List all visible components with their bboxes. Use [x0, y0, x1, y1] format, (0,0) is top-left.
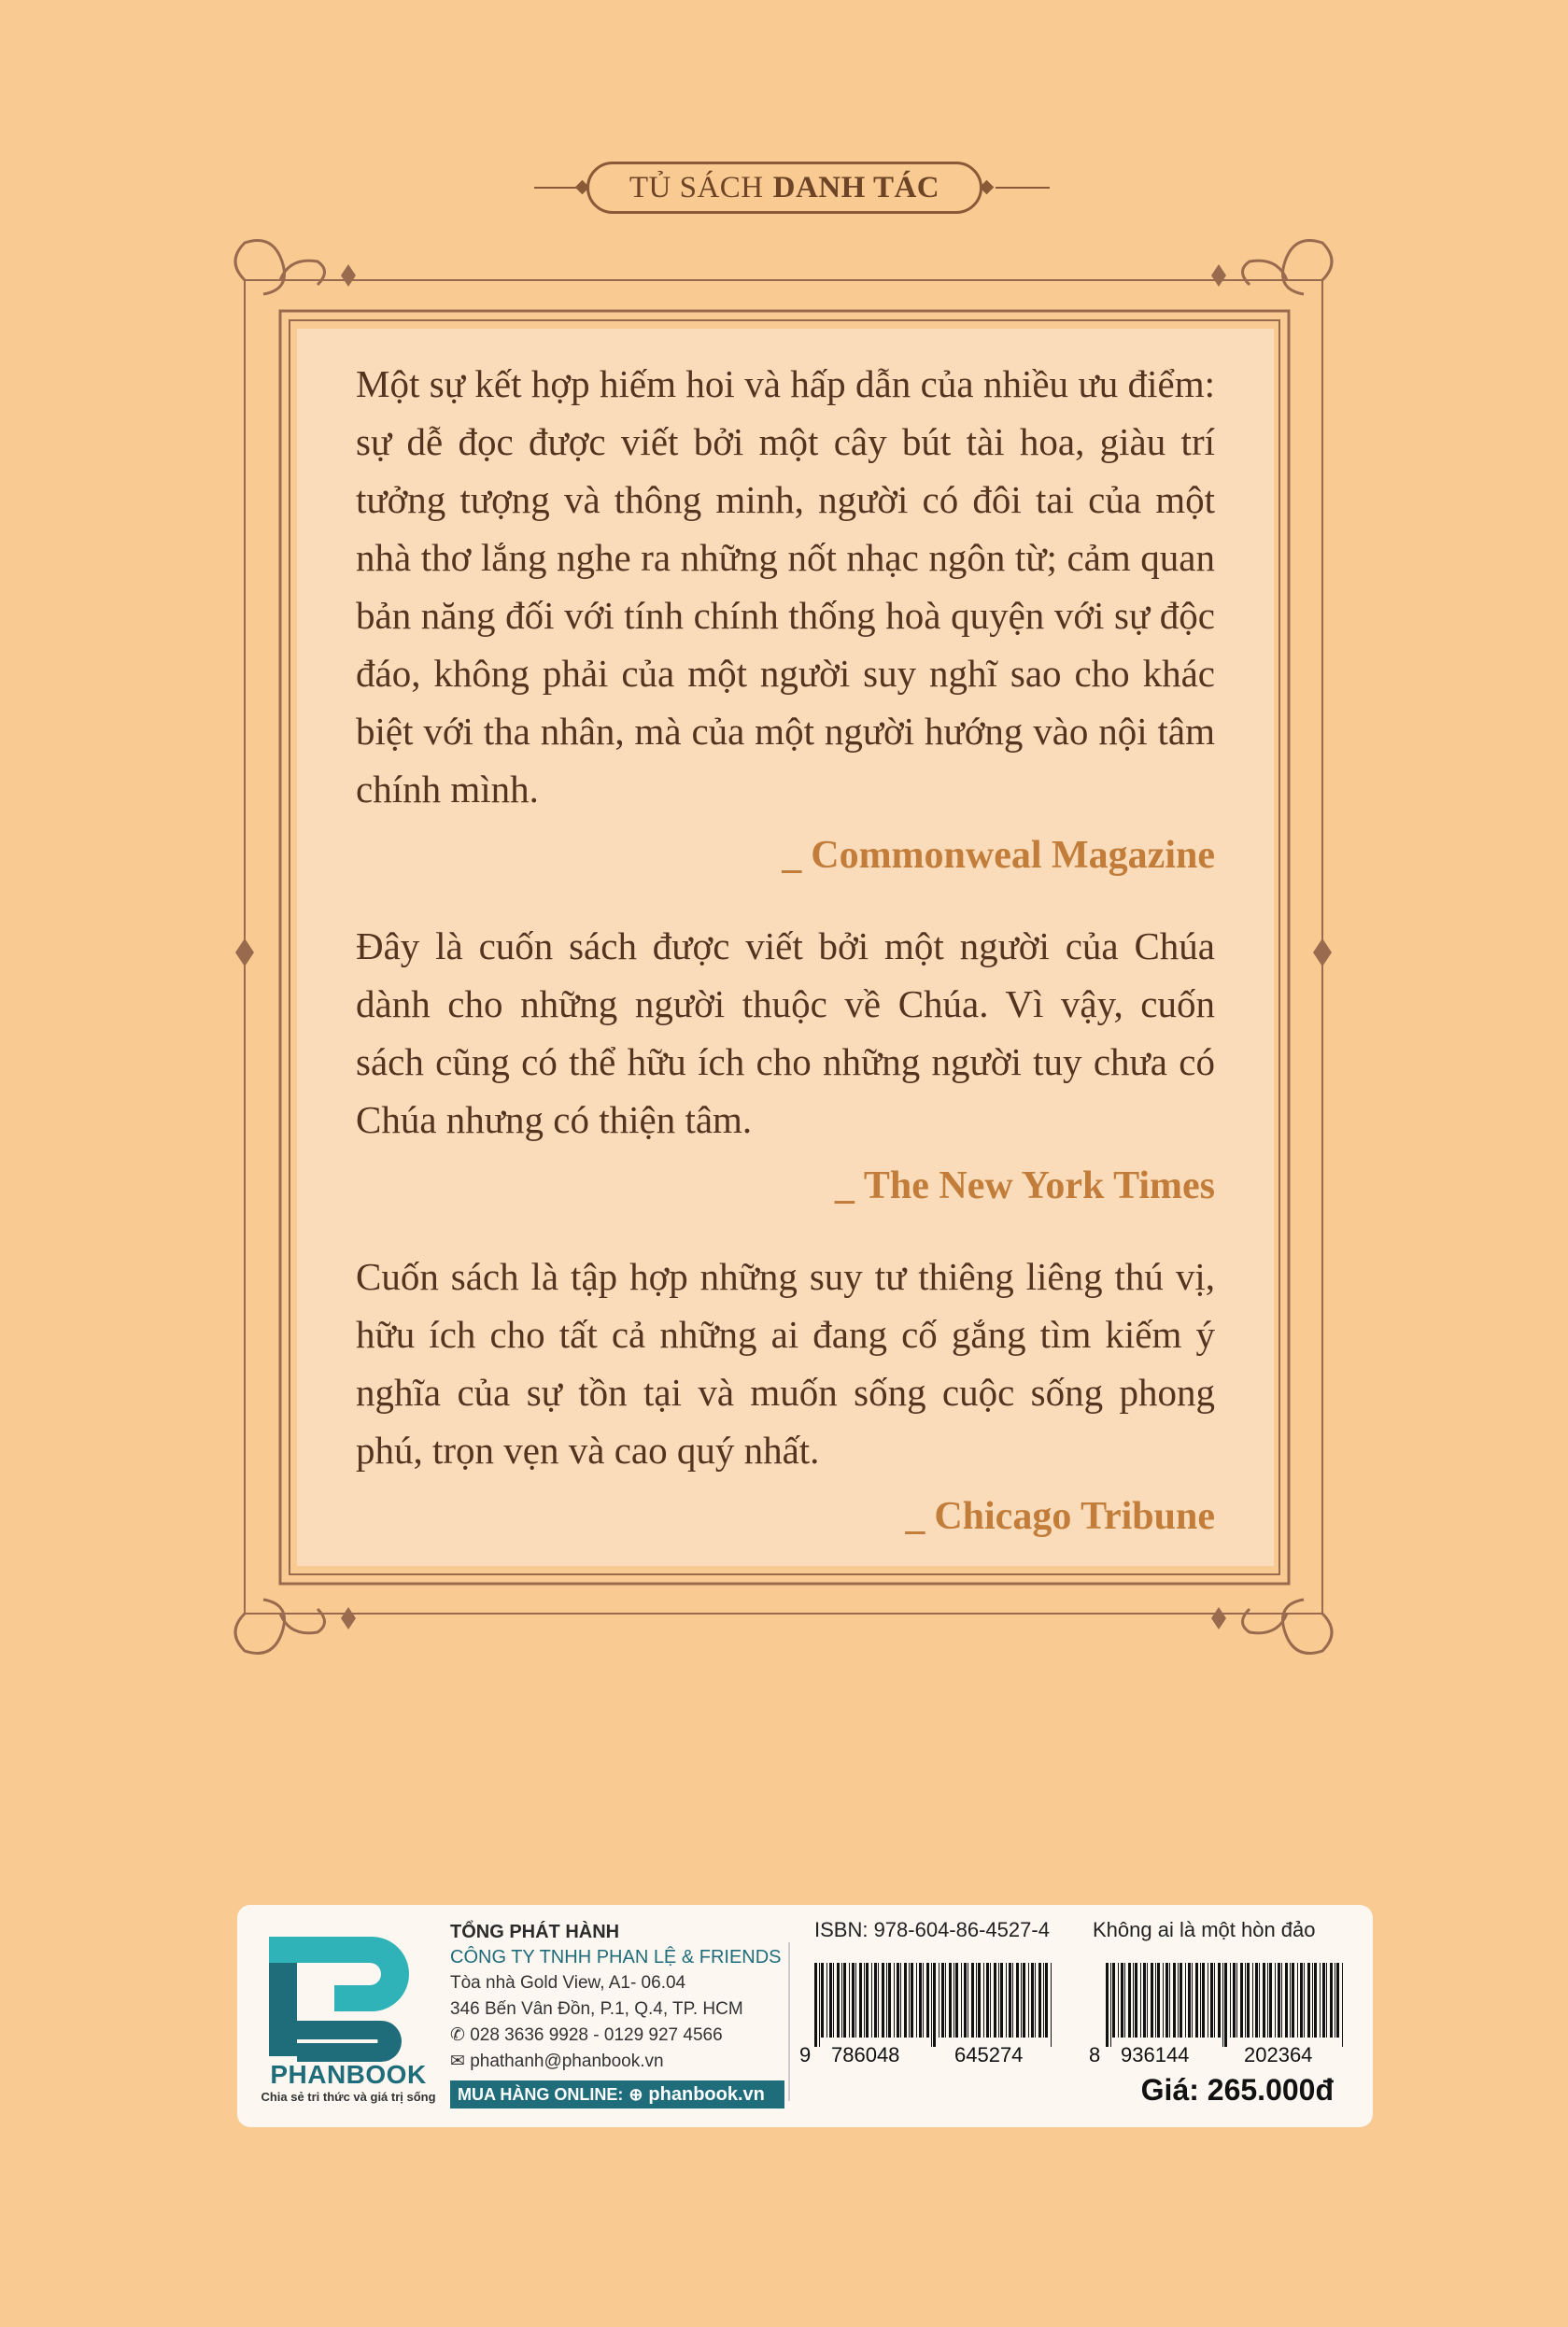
barcode-bar	[1157, 1963, 1160, 2038]
barcode-bar	[945, 1963, 946, 2038]
publisher-company: CÔNG TY TNHH PHAN LỆ & FRIENDS	[450, 1947, 782, 1967]
publisher-heading: TỔNG PHÁT HÀNH	[450, 1922, 620, 1942]
publisher-info-box	[237, 1905, 1373, 2127]
barcode-bar	[1292, 1963, 1294, 2038]
barcode-bar	[986, 1963, 989, 2038]
barcode-bar	[909, 1963, 910, 2038]
barcode-bar	[1210, 1963, 1213, 2038]
barcode-bar	[1038, 1963, 1041, 2038]
isbn-text: ISBN: 978-604-86-4527-4	[814, 1918, 1050, 1941]
barcode-bar	[1192, 1963, 1193, 2038]
barcode-bar	[994, 1963, 996, 2038]
barcode-bar	[1312, 1963, 1313, 2038]
barcode-bar	[866, 1963, 869, 2038]
publisher-address-1: Tòa nhà Gold View, A1- 06.04	[450, 1973, 686, 1993]
barcode-bar	[926, 1963, 929, 2038]
barcode-bar	[841, 1963, 842, 2038]
barcode-bar	[1165, 1963, 1168, 2038]
barcode-bar	[911, 1963, 913, 2038]
book-title: Không ai là một hòn đảo	[1093, 1918, 1316, 1941]
barcode-bar	[882, 1963, 884, 2038]
barcode-bar	[961, 1963, 962, 2038]
barcode-bar	[886, 1963, 887, 2038]
barcode-bar	[983, 1963, 984, 2038]
quote-2-text: Đây là cuốn sách được viết bởi một người của Chúa dành cho những người thuộc về Chúa. Vì vậy, cuốn sách cũng có thể hữu ích cho những người tuy chưa có Chúa nhưng có thiện tâm.	[356, 924, 1215, 1141]
barcode-bar	[1133, 1963, 1134, 2038]
barcode-bar	[855, 1963, 856, 2038]
barcode-bar	[1290, 1963, 1291, 2038]
barcode-bar	[1259, 1963, 1260, 2038]
barcode-bar	[1169, 1963, 1170, 2038]
publisher-address-2: 346 Bến Vân Đồn, P.1, Q.4, TP. HCM	[450, 1999, 743, 2019]
series-name: DANH TÁC	[772, 170, 940, 204]
publisher-email: ✉ phathanh@phanbook.vn	[450, 2052, 664, 2071]
barcode-1-digit-lead: 9	[799, 2043, 812, 2066]
series-prefix: TỦ SÁCH	[629, 170, 764, 204]
barcode-bar	[1135, 1963, 1137, 2038]
barcode-bar	[1028, 1963, 1029, 2038]
barcode-bar	[1112, 1963, 1115, 2038]
barcode-bar	[990, 1963, 991, 2038]
barcode-bar	[1143, 1963, 1146, 2038]
barcode-bar	[1140, 1963, 1141, 2038]
barcode-bar	[1051, 1963, 1052, 2047]
barcode-bar	[1021, 1963, 1022, 2038]
barcode-bar	[1314, 1963, 1317, 2038]
barcode-bar	[1200, 1963, 1201, 2038]
online-label: MUA HÀNG ONLINE:	[458, 2084, 624, 2104]
barcode-bar	[1118, 1963, 1119, 2038]
barcode-bar	[826, 1963, 827, 2038]
barcode-bar	[829, 1963, 832, 2038]
barcode-bar	[1245, 1963, 1246, 2038]
barcode-bar	[941, 1963, 944, 2038]
barcode-bar	[1263, 1963, 1265, 2038]
barcode-bar	[1224, 1963, 1227, 2047]
barcode-bar	[1151, 1963, 1153, 2038]
barcode-bar	[864, 1963, 865, 2038]
barcode-bar	[933, 1963, 936, 2047]
barcode-bar	[1240, 1963, 1243, 2038]
phone-icon: ✆	[450, 2025, 471, 2045]
barcode-bar	[1128, 1963, 1131, 2038]
barcode-bar	[821, 1963, 824, 2038]
barcode-bar	[998, 1963, 999, 2038]
barcode-bar	[819, 1963, 820, 2047]
barcode-bar	[978, 1963, 981, 2038]
barcode-bar	[1320, 1963, 1321, 2038]
barcode-bar	[919, 1963, 922, 2038]
barcode-bar	[833, 1963, 834, 2038]
divider	[788, 1942, 790, 2101]
barcode-bar	[874, 1963, 877, 2038]
publisher-phone: ✆ 028 3636 9928 - 0129 927 4566	[450, 2025, 723, 2045]
barcode-bar	[1222, 1963, 1223, 2047]
online-store-banner[interactable]	[450, 2080, 784, 2108]
barcode-bar	[1012, 1963, 1013, 2038]
barcode-bar	[837, 1963, 840, 2038]
barcode-bar	[1281, 1963, 1282, 2038]
barcode-bar	[955, 1963, 958, 2038]
barcode-2-digits-right: 202364	[1244, 2043, 1313, 2066]
barcode-bar	[1035, 1963, 1036, 2038]
barcode-bar	[1195, 1963, 1198, 2038]
barcode-2-digits-left: 936144	[1121, 2043, 1190, 2066]
barcode-bar	[1214, 1963, 1215, 2038]
barcode-bar	[1218, 1963, 1221, 2038]
barcode-bar	[1326, 1963, 1327, 2038]
barcode-bar	[1285, 1963, 1288, 2038]
barcode-bar	[1304, 1963, 1305, 2038]
barcode-bar	[843, 1963, 846, 2038]
barcode-bar	[1173, 1963, 1176, 2038]
barcode-bar	[1307, 1963, 1310, 2038]
barcode-bar	[976, 1963, 977, 2038]
barcode-bar	[1255, 1963, 1258, 2038]
barcode-bar	[904, 1963, 907, 2038]
barcode-bar	[1252, 1963, 1253, 2038]
barcode-bar	[1297, 1963, 1298, 2038]
barcode-bar	[1185, 1963, 1186, 2038]
barcode-bar	[1023, 1963, 1025, 2038]
quote-1-source: _ Commonweal Magazine	[782, 834, 1215, 877]
barcode-bar	[949, 1963, 952, 2038]
barcode-bar	[888, 1963, 891, 2038]
barcode-bar	[897, 1963, 899, 2038]
barcode-bar	[1163, 1963, 1164, 2038]
mail-icon: ✉	[450, 2052, 471, 2071]
barcode-bar	[1043, 1963, 1044, 2038]
barcode-bar	[1342, 1963, 1343, 2047]
quote-3-text: Cuốn sách là tập hợp những suy tư thiêng liêng thú vị, hữu ích cho tất cả những ai đang cố gắng tìm kiếm ý nghĩa của sự tồn tại và muốn sống cuộc sống phong phú, trọn vẹn và cao quý nhất.	[356, 1255, 1215, 1472]
barcode-bar	[1330, 1963, 1333, 2038]
barcode-bar	[814, 1963, 817, 2047]
barcode-bar	[1110, 1963, 1111, 2047]
barcode-bar	[1202, 1963, 1205, 2038]
barcode-bar	[1106, 1963, 1109, 2047]
barcode-bar	[1155, 1963, 1156, 2038]
barcode-bar	[1336, 1963, 1339, 2038]
barcode-bar	[1178, 1963, 1179, 2038]
barcode-bar	[1230, 1963, 1231, 2038]
barcode-bar	[1236, 1963, 1237, 2038]
barcode-bar	[849, 1963, 850, 2038]
barcode-bar	[894, 1963, 895, 2038]
publisher-details	[450, 1920, 796, 2075]
barcode-bar	[1000, 1963, 1003, 2038]
barcode-1-digits-left: 786048	[831, 2043, 900, 2066]
globe-icon: ⊕	[629, 2084, 643, 2104]
barcode-bar	[1147, 1963, 1148, 2038]
barcode-bar	[1009, 1963, 1011, 2038]
quote-3-source: _ Chicago Tribune	[905, 1495, 1215, 1538]
barcode-bar	[878, 1963, 879, 2038]
barcode-bar	[971, 1963, 974, 2038]
barcode-bar	[871, 1963, 872, 2038]
barcode-bar	[1045, 1963, 1048, 2038]
barcode-bar	[1300, 1963, 1303, 2038]
online-url[interactable]: phanbook.vn	[648, 2083, 765, 2105]
barcode-bar	[900, 1963, 901, 2038]
barcode-bar	[916, 1963, 917, 2038]
barcode-bar	[1275, 1963, 1276, 2038]
barcode-2-digit-lead: 8	[1089, 2043, 1101, 2066]
barcode-bar	[964, 1963, 967, 2038]
logo-name: PHANBOOK	[270, 2060, 427, 2089]
barcode-bar	[859, 1963, 862, 2038]
barcode-bar	[923, 1963, 924, 2038]
price-label: Giá: 265.000đ	[1140, 2073, 1334, 2107]
price-barcode	[1106, 1963, 1347, 2047]
barcode-bar	[1322, 1963, 1325, 2038]
barcode-bar	[1269, 1963, 1272, 2038]
barcode-bar	[1233, 1963, 1236, 2038]
barcode-bar	[1247, 1963, 1250, 2038]
barcode-bar	[1031, 1963, 1034, 2038]
barcode-bar	[1188, 1963, 1191, 2038]
quote-1-text: Một sự kết hợp hiếm hoi và hấp dẫn của nhiều ưu điểm: sự dễ đọc được viết bởi một cây bút tài hoa, giàu trí tưởng tượng và thông minh, người có đôi tai của một nhà thơ lắng nghe ra những nốt nhạc ngôn từ; cảm quan bản năng đối với tính chính thống hoà quyện với sự độc đáo, không phải của một người suy nghĩ sao cho khác biệt với tha nhân, mà của một người hướng vào nội tâm chính mình.	[356, 362, 1215, 811]
barcode-bar	[1016, 1963, 1019, 2038]
barcode-bar	[1121, 1963, 1123, 2038]
barcode-bar	[1267, 1963, 1268, 2038]
isbn-barcode	[814, 1963, 1055, 2047]
barcode-bar	[1180, 1963, 1182, 2038]
barcode-bar	[931, 1963, 932, 2047]
barcode-bar	[1124, 1963, 1125, 2038]
quote-2-source: _ The New York Times	[834, 1164, 1215, 1207]
quotes-section	[356, 355, 1215, 1578]
barcode-1-digits-right: 645274	[954, 2043, 1024, 2066]
logo-tagline: Chia sẻ tri thức và giá trị sống	[261, 2090, 436, 2104]
barcode-bar	[1006, 1963, 1007, 2038]
barcode-bar	[1278, 1963, 1280, 2038]
barcode-bar	[852, 1963, 855, 2038]
